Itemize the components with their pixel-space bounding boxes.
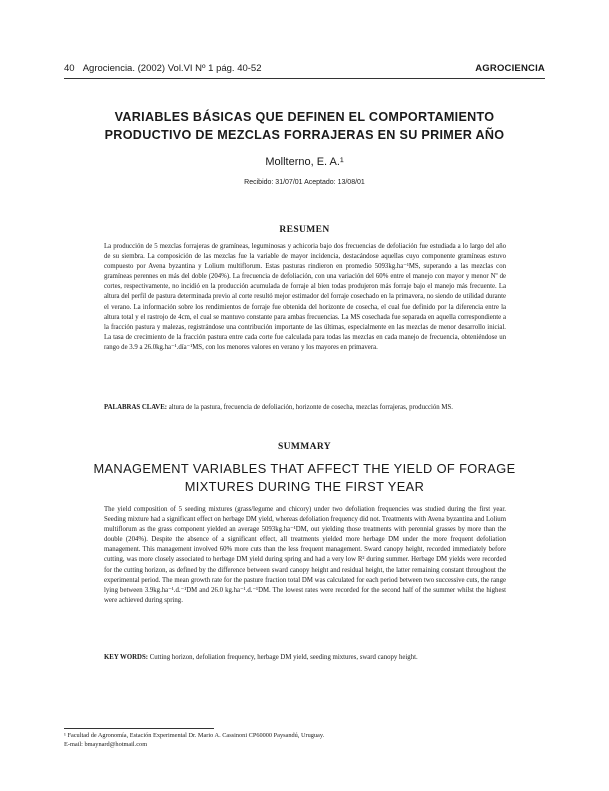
running-header — [64, 63, 545, 77]
keywords-label-en: KEY WORDS: — [104, 654, 148, 661]
resumen-body: La producción de 5 mezclas forrajeras de gramíneas, leguminosas y achicoria bajo dos frecuencias de defoliación fue estudiada a lo largo del año de su siembra. La composición de las mezclas fue la variable de mayor incidencia, destacándose aquellas cuyo componente gramíneas estuvo compuesto por Avena byzantina y Lolium multiflorum. Estas pasturas rindieron en promedio 5093kg.ha⁻¹MS, superando a las mezclas con gramíneas perennes en más del doble (204%). La frecuencia de defoliación, con una variación del 60% entre el manejo con mayor y menor Nº de cortes, respectivamente, no incidió en la producción acumulada de forraje al bien todas produjeron más forraje bajo el manejo más frecuente. La altura del perfil de pastura determinada previo al corte resultó mejor estimador del forraje cosechado en la primavera, no siendo de utilidad durante el verano. La información sobre los rendimientos de forraje fue obtenida del horizonte de cosecha, el cual fue definido por la diferencia entre la altura total y el rastrojo de 4cm, el cual se mantuvo constante para ambas frecuencias. La MS cosechada fue separada en aquella correspondiente a la fracción pastura y malezas, registrándose una contribución importante de las últimas, especialmente en las mezclas de menor desarrollo inicial. La tasa de crecimiento de la fracción pastura entre cada corte fue calculada para todas las mezclas en cada manejo de frecuencia, obteniéndose un rango de 3.9 a 26.0kg.ha⁻¹.día⁻¹MS, con los menores valores en verano y los mayores en primavera. — [104, 243, 506, 351]
resumen-heading: RESUMEN — [279, 225, 330, 235]
journal-name: AGROCIENCIA — [475, 63, 545, 74]
keywords-es: altura de la pastura, frecuencia de defoliación, horizonte de cosecha, mezclas forrajeras, producción MS. — [168, 404, 453, 411]
keywords-en: Cutting horizon, defoliation frequency, herbage DM yield, seeding mixtures, sward canopy height. — [149, 654, 418, 661]
palabras-clave — [104, 403, 506, 413]
footnote-divider — [64, 728, 214, 729]
key-words — [104, 653, 506, 663]
header-divider — [64, 78, 545, 79]
author-line: Mollterno, E. A.¹ — [265, 156, 344, 168]
article-title-en: MANAGEMENT VARIABLES THAT AFFECT THE YIELD OF FORAGE MIXTURES DURING THE FIRST YEAR — [93, 461, 516, 494]
page-number: 40 — [64, 63, 75, 74]
author-affiliation: ¹ Facultad de Agronomía, Estación Experimental Dr. Mario A. Cassinoni CP60000 Paysandú, Uruguay. — [64, 732, 325, 739]
keywords-label-es: PALABRAS CLAVE: — [104, 404, 168, 411]
summary-body: The yield composition of 5 seeding mixtures (grass/legume and chicory) under two defoliation frequencies was studied during the first year. Seeding mixture had a significant effect on herbage DM yield, whereas defoliation frequency did not. Treatments with Avena byzantina and Lolium multiflorum as the grass component yielded an average 5093kg.ha⁻¹DM, out yielding those treatments with perennial grasses by more than the double (204%). Despite the absence of a significant effect, all treatments yielded more herbage DM under the more frequent defoliation management. This management involved 60% more cuts than the less frequent management. Sward canopy height, recorded immediately before cutting, was more closely associated to herbage DM yield during spring and had a very low R² during summer. Herbage DM yields were recorded for the cutting horizon, as defined by the difference between sward canopy height and residual height, the latter remaining constant throughout the experimental period. The mean growth rate for the pasture fraction total DM was calculated for each period between two successive cuts, the range lying between 3.9kg.ha⁻¹.d.⁻¹DM and 26.0 kg.ha⁻¹.d.⁻¹DM. The lowest rates were recorded for the second half of the summer whilst the highest were achieved during spring. — [104, 506, 506, 604]
received-accepted-dates: Recibido: 31/07/01 Aceptado: 13/08/01 — [244, 179, 365, 186]
article-title-es: VARIABLES BÁSICAS QUE DEFINEN EL COMPORTAMIENTO PRODUCTIVO DE MEZCLAS FORRAJERAS EN SU PRIMER AÑO — [104, 110, 505, 142]
author-email: E-mail: bmaynard@hotmail.com — [64, 741, 148, 748]
summary-heading: SUMMARY — [277, 442, 332, 452]
footnote — [64, 731, 545, 749]
journal-citation: Agrociencia. (2002) Vol.VI Nº 1 pág. 40-52 — [82, 63, 262, 74]
